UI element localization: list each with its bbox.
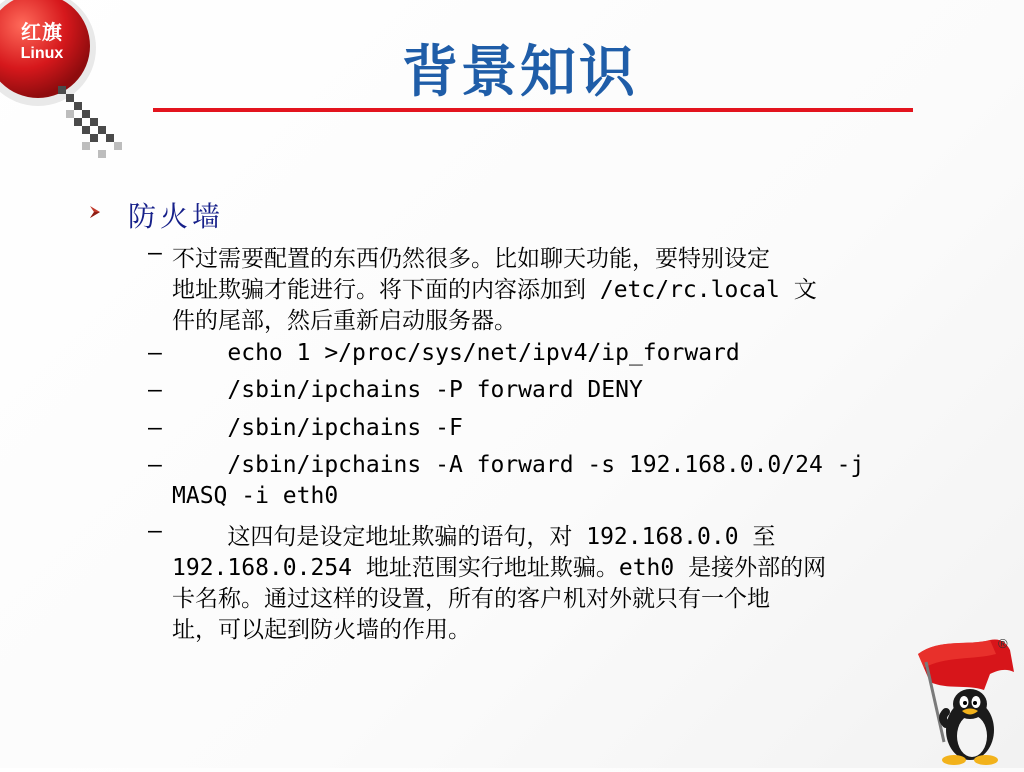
registered-trademark-symbol: ® [998,636,1008,651]
dash-marker: – [148,452,162,478]
dash-marker: – [148,415,162,441]
body-line: 地址欺骗才能进行。将下面的内容添加到 /etc/rc.local 文 [172,277,817,303]
body-line: 址，可以起到防火墙的作用。 [172,617,471,643]
penguin-flag-icon [910,632,1024,768]
slide-title: 背景知识 [402,40,638,105]
dash-marker: – [148,377,162,403]
logo-linux-text: Linux [20,45,64,62]
command-line: /sbin/ipchains -F [172,415,463,441]
dash-marker: – [148,340,162,366]
body-line: 这四句是设定地址欺骗的语句，对 192.168.0.0 至 [172,524,776,550]
body-line: 卡名称。通过这样的设置，所有的客户机对外就只有一个地 [172,586,770,612]
command-line: MASQ -i eth0 [172,483,339,509]
dash-marker: – [148,518,162,544]
body-line: 不过需要配置的东西仍然很多。比如聊天功能，要特别设定 [172,246,770,272]
body-line: 件的尾部，然后重新启动服务器。 [172,308,517,334]
command-line: /sbin/ipchains -A forward -s 192.168.0.0/24 -j [172,452,865,478]
command-line: echo 1 >/proc/sys/net/ipv4/ip_forward [172,340,740,366]
bullet-heading: 防火墙 [128,200,225,233]
body-line: 192.168.0.254 地址范围实行地址欺骗。eth0 是接外部的网 [172,555,827,581]
arrow-bullet-icon [88,204,104,220]
penguin-flag-mascot [910,632,1024,768]
command-line: /sbin/ipchains -P forward DENY [172,377,643,403]
logo-chinese-text: 红旗 [21,20,63,44]
dash-marker: – [148,240,162,266]
